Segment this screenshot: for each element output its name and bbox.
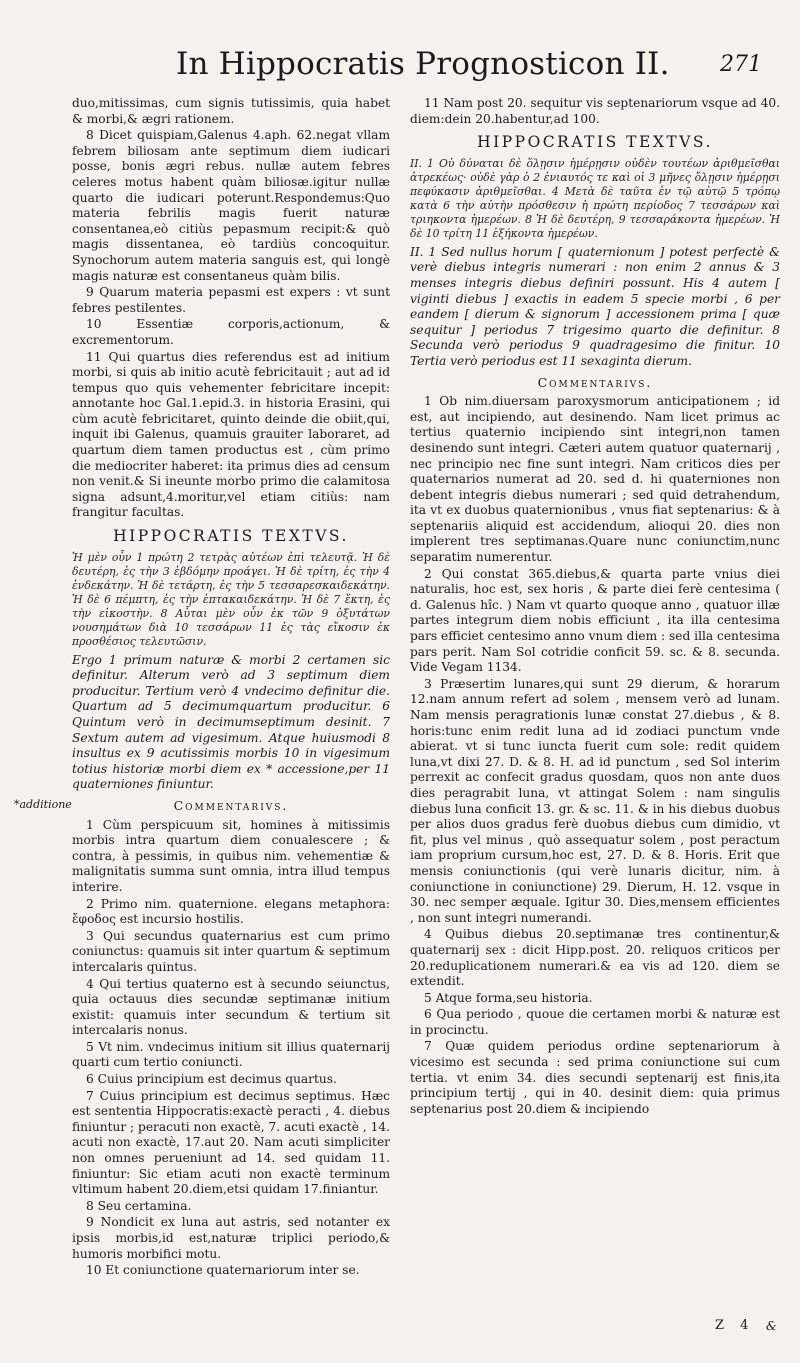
commentary-paragraph: 2 Primo nim. quaternione. elegans metaphora: ἔφοδος est incursio hostilis. <box>72 896 390 927</box>
paragraph: duo,mitissimas, cum signis tutissimis, quia habet & morbi,& ægri rationem. <box>72 96 390 126</box>
commentary-paragraph: 6 Qua periodo , quoue die certamen morbi & naturæ est in procinctu. <box>410 1007 780 1037</box>
paragraph: 9 Quarum materia pepasmi est expers : vt sunt febres pestilentes. <box>72 285 390 315</box>
commentary-paragraph: 8 Seu certamina. <box>86 1198 192 1213</box>
commentary-paragraph: 7 Quæ quidem periodus ordine septenariorum à vicesimo est secunda : sed prima coniunctione sui cum tertia. vt enim 34. dies secundi septenarij est finis,ita principium tertij , qui in 40. desinit diem: quia primus septenarius post 20.diem & incipiendo <box>410 1039 780 1116</box>
paragraph: 8 Dicet quispiam,Galenus 4.aph. 62.negat vllam febrem biliosam ante septimum diem iudicari posse, bonis ægri rebus. nullæ autem febres celeres motus habent quàm biliosæ.igitur nullæ quarto die iudicari poterunt.Respondemus:Quo materia febrilis magis fuerit naturæ consentanea,eò citiùs pepasmum recipit:& quò magis dissentanea, eò tardiùs concoquitur. Synochorum autem materia sanguis est, qui longè magis naturæ est consentaneus quàm bilis. <box>72 128 390 283</box>
commentary-paragraph: 5 Atque forma,seu historia. <box>424 990 593 1005</box>
commentary-paragraph: 3 Præsertim lunares,qui sunt 29 dierum, & horarum 12.nam annum refert ad solem , mensem verò ad lunam. Nam mensis peragrationis lunæ constat 27.diebus , & 8. horis:tunc enim redit luna ad id zodiaci punctum vnde abierat. vt si tunc iuncta fuerit cum sole: redit quidem luna,vt dixi 27. D. & 8. H. ad id punctum , sed Sol interim perrexit ac confecit gradus quosdam, quos non ante duos dies peragrabit luna, vt attingat Solem : nam singulis diebus luna conficit 13. gr. & sc. 11. & in his diebus duobus per alios duos gradus ferè duobus diebus cum dimidio, vt fit, plus vel minus , quò assequatur solem , post peractum iam proprium cursum,hoc est, 27. D. & 8. Horis. Erit que mensis coniunctionis (qui verè lunaris dicitur, nim. à coniunctione in coniunctione) 29. Dierum, H. 12. vsque in 30. nec semper æquale. Igitur 30. Dies,mensem efficientes , non sunt integri numerandi. <box>410 676 780 925</box>
section-heading-textus: HIPPOCRATIS TEXTVS. <box>113 527 349 546</box>
running-title: In Hippocratis Prognosticon II. <box>176 46 670 82</box>
section-heading-commentarius: Commentarivs. <box>537 374 653 390</box>
commentary-paragraph: 4 Qui tertius quaterno est à secundo seiunctus, quia octauus dies secundæ septimanæ initium existit: quamuis inter secundum & tertium sit intercalaris nonus. <box>72 976 390 1038</box>
commentary-paragraph: 9 Nondicit ex luna aut astris, sed notanter ex ipsis morbis,id est,naturæ triplici periodo,& humoris morbifici motu. <box>72 1215 390 1261</box>
commentary-paragraph: 1 Cùm perspicuum sit, homines à mitissimis morbis intra quartum diem conualescere ; & contra, à pessimis, in quibus nim. vehementiæ & malignitatis summa sunt omnia, intra illud tempus interire. <box>72 817 390 894</box>
right-column <box>410 96 780 1118</box>
commentary-paragraph: 2 Qui constat 365.diebus,& quarta parte vnius diei naturalis, hoc est, sex horis , & parte diei ferè centesima ( d. Galenus hîc. ) Nam vt quarto quoque anno , quatuor illæ partes integrum diem nobis efficiunt , ita illa centesima pars efficiet centesimo anno vnum diem : sed illa centesima pars perit. Nam Sol cotridie conficit 59. sc. & 8. secunda. Vide Vegam 1134. <box>410 566 780 675</box>
commentary-paragraph: 3 Qui secundus quaternarius est cum primo coniunctus: quamuis sit inter quartum & septimum intercalaris quintus. <box>72 928 390 974</box>
paragraph: 11 Nam post 20. sequitur vis septenariorum vsque ad 40. diem:dein 20.habentur,ad 100. <box>410 96 780 126</box>
commentary-paragraph: 10 Et coniunctione quaternariorum inter se. <box>86 1263 360 1278</box>
paragraph: 11 Qui quartus dies referendus est ad initium morbi, si quis ab initio acutè febricitauit ; aut ad id tempus quo quis vehementer febricitare incepit: annotante hoc Gal.1.epid.3. in historia Erasini, qui cùm acutè febricitaret, quinto deinde die obiit,qui, inquit ibi Galenus, quamuis grauiter laboraret, ad quartum diem tamen productus est , cùm primo die mediocriter haberet: ita primus dies ad censum non venit.& Si ineunte morbo primo die calamitosa signa adsunt,4.moritur,vel etiam citiùs: nam frangitur facultas. <box>72 349 390 520</box>
latin-translation: Ergo 1 primum naturæ & morbi 2 certamen sic definitur. Alterum verò ad 3 septimum diem producitur. Tertium verò 4 vndecimo definitur die. Quartum ad 5 decimumquartum producitur. 6 Quintum verò in decimumseptimum desinit. 7 Sextum autem ad vigesimum. Atque huiusmodi 8 insultus ex 9 acutissimis morbis 10 in vigesimum totius historiæ morbi diem ex * accessione,per 11 quaterniones finiuntur. <box>72 652 390 792</box>
commentary-paragraph: 5 Vt nim. vndecimus initium sit illius quaternarij quarti cum tertio coniuncti. <box>72 1039 390 1070</box>
signature-mark: Z 4 <box>715 1318 755 1333</box>
section-heading-commentarius: Commentarivs. <box>173 797 289 813</box>
greek-text: II. 1 Οὐ δύναται δὲ ὅλῃσιν ἡμέρῃσιν οὐδὲν τουτέων ἀριθμεῖσθαι ἀτρεκέως· οὐδὲ γὰρ ὁ 2 ἐνιαυτός τε καὶ οἱ 3 μῆνες ὅλῃσιν ἡμέρῃσι πεφύκασιν ἀριθμεῖσθαι. 4 Μετὰ δὲ ταῦτα ἐν τῷ αὐτῷ 5 τρόπῳ κατὰ 6 τὴν αὐτὴν πρόσθεσιν ἡ πρώτη περίοδος 7 τεσσάρων καὶ τριηκοντα ἡμερέων. 8 Ἡ δὲ δευτέρη, 9 τεσσαράκοντα ἡμερέων. Ἡ δὲ 10 τρίτη 11 ἑξήκοντα ἡμερέων. <box>410 156 780 240</box>
margin-note: *additione <box>14 798 72 811</box>
catchword: & <box>766 1319 777 1333</box>
commentary-paragraph: 4 Quibus diebus 20.septimanæ tres continentur,& quaternarij sex : dicit Hipp.post. 20. reliquos criticos per 20.reduplicationem numerari.& ea vis ad 120. diem se extendit. <box>410 927 780 989</box>
commentary-paragraph: 7 Cuius principium est decimus septimus. Hæc est sententia Hippocratis:exactè peracti , 4. diebus finiuntur ; peracuti non exactè, 7. acuti exactè , 14. acuti non exactè, 17.aut 20. Nam acuti simpliciter non omnes perueniunt ad 14. sed quidam 11. finiuntur: Sic etiam acuti non exactè terminum vltimum habent 20.diem,etsi quidam 17.finiantur. <box>72 1088 390 1197</box>
latin-translation: II. 1 Sed nullus horum [ quaternionum ] potest perfectè & verè diebus integris numerari : non enim 2 annus & 3 menses integris diebus definiri possunt. His 4 autem [ viginti diebus ] exactis in eadem 5 specie morbi , 6 per eandem [ dierum & signorum ] accessionem prima [ quæ sequitur ] periodus 7 trigesimo quarto die definitur. 8 Secunda verò periodus 9 quadragesimo die finitur. 10 Tertia verò periodus est 11 sexaginta dierum. <box>410 244 780 368</box>
commentary-paragraph: 1 Ob nim.diuersam paroxysmorum anticipationem ; id est, aut incipiendo, aut desinendo. Nam licet primus ac tertius quaternio incipiendo sint integri,non tamen desinendo sunt integri. Cæteri autem quatuor quaternarij , nec principio nec fine sunt integri. Nam criticos dies per quaternarios numerat ad 20. sed d. hi quaterniones non debent integris diebus numerari ; sed quid detrahendum, ita vt ex duobus quaternionibus , vnus fiat septenarius: & à septenariis aliquid est accidendum, alioqui 20. dies non implerent tres septimanas.Quare nunc coniunctim,nunc separatim numerentur. <box>410 394 780 565</box>
left-column <box>72 96 390 1280</box>
section-heading-textus: HIPPOCRATIS TEXTVS. <box>477 133 713 152</box>
running-header <box>60 44 800 90</box>
paragraph: 10 Essentiæ corporis,actionum, & excrementorum. <box>72 317 390 347</box>
greek-text: Ἡ μὲν οὖν 1 πρώτη 2 τετρὰς αὐτέων ἐπὶ τελευτᾷ. Ἡ δὲ δευτέρη, ἐς τὴν 3 ἑβδόμην προάγει. Ἡ δὲ τρίτη, ἐς τὴν 4 ἑνδεκάτην. Ἡ δὲ τετάρτη, ἐς τὴν 5 τεσσαρεσκαιδεκάτην. Ἡ δὲ 6 πέμπτη, ἐς τὴν ἑπτακαιδεκάτην. Ἡ δὲ 7 ἕκτη, ἐς τὴν εἰκοστὴν. 8 Αὗται μὲν οὖν ἐκ τῶν 9 ὀξυτάτων νουσημάτων διὰ 10 τεσσάρων 11 ἐς τὰς εἴκοσιν ἐκ προσθέσιος τελευτῶσιν. <box>72 550 390 648</box>
commentary-paragraph: 6 Cuius principium est decimus quartus. <box>86 1072 337 1087</box>
page-number: 271 <box>720 52 762 77</box>
